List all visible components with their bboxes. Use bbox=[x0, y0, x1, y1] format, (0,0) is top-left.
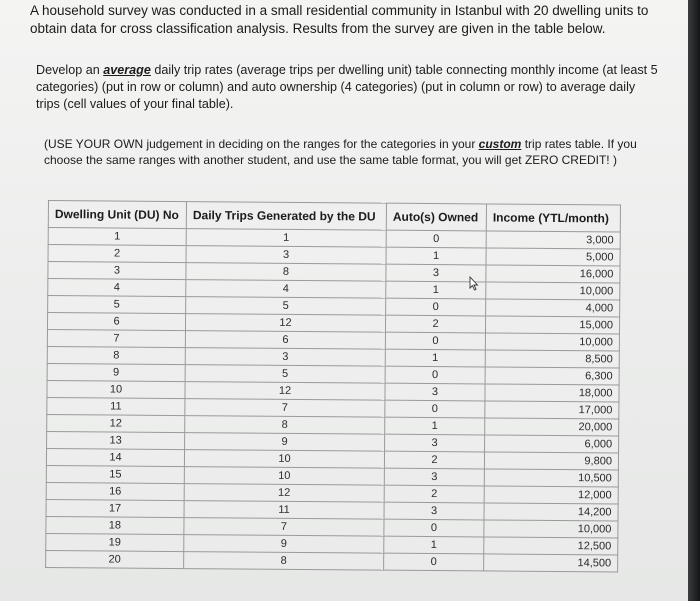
cell-du-no: 10 bbox=[47, 380, 185, 398]
cell-autos-owned: 0 bbox=[386, 298, 486, 316]
cell-income: 10,000 bbox=[485, 333, 619, 351]
table-body bbox=[46, 228, 621, 572]
cell-autos-owned: 2 bbox=[385, 315, 485, 333]
cell-income: 10,500 bbox=[484, 469, 618, 487]
cell-daily-trips: 3 bbox=[186, 246, 386, 265]
cell-du-no: 15 bbox=[46, 465, 184, 483]
cell-daily-trips: 8 bbox=[185, 416, 385, 435]
cell-income: 6,000 bbox=[485, 435, 619, 453]
cell-income: 16,000 bbox=[486, 265, 620, 283]
cell-daily-trips: 12 bbox=[184, 484, 384, 503]
cell-daily-trips: 7 bbox=[184, 518, 384, 537]
cell-autos-owned: 1 bbox=[386, 281, 486, 299]
cell-autos-owned: 0 bbox=[385, 400, 485, 418]
cell-du-no: 20 bbox=[46, 550, 184, 568]
cell-du-no: 7 bbox=[47, 329, 185, 347]
custom-emphasis: custom bbox=[478, 137, 522, 151]
cell-daily-trips: 7 bbox=[185, 399, 385, 418]
intro-line-1: A household survey was conducted in a small residential community in Istanbul with 20 dwelling units to bbox=[30, 3, 649, 18]
cell-autos-owned: 3 bbox=[386, 264, 486, 282]
cell-autos-owned: 0 bbox=[385, 366, 485, 384]
cell-income: 10,000 bbox=[486, 282, 620, 300]
cell-income: 18,000 bbox=[485, 384, 619, 402]
task-text-start: Develop an bbox=[36, 63, 104, 77]
cell-income: 20,000 bbox=[485, 418, 619, 436]
task-paragraph bbox=[36, 62, 661, 113]
cell-autos-owned: 1 bbox=[386, 247, 486, 265]
cell-income: 5,000 bbox=[486, 248, 620, 266]
cell-autos-owned: 3 bbox=[384, 468, 484, 486]
cell-du-no: 14 bbox=[46, 448, 184, 466]
cell-income: 17,000 bbox=[485, 401, 619, 419]
header-du-no: Dwelling Unit (DU) No bbox=[48, 201, 186, 229]
cell-income: 4,000 bbox=[486, 299, 620, 317]
cell-daily-trips: 11 bbox=[184, 501, 384, 520]
cell-du-no: 11 bbox=[47, 397, 185, 415]
mouse-pointer-icon bbox=[466, 276, 480, 292]
cell-income: 12,500 bbox=[484, 537, 618, 555]
cell-income: 9,800 bbox=[484, 452, 618, 470]
cell-du-no: 13 bbox=[47, 431, 185, 449]
background-edge bbox=[688, 0, 700, 601]
cell-du-no: 9 bbox=[47, 363, 185, 381]
intro-paragraph bbox=[30, 2, 660, 38]
cell-du-no: 19 bbox=[46, 533, 184, 551]
cell-daily-trips: 4 bbox=[186, 280, 386, 299]
header-income: Income (YTL/month) bbox=[486, 204, 620, 232]
cell-du-no: 4 bbox=[48, 279, 186, 297]
cell-daily-trips: 12 bbox=[185, 382, 385, 401]
cell-daily-trips: 9 bbox=[184, 535, 384, 554]
cell-du-no: 3 bbox=[48, 262, 186, 280]
cell-income: 8,500 bbox=[485, 350, 619, 368]
cell-income: 12,000 bbox=[484, 486, 618, 504]
table-row bbox=[46, 550, 618, 571]
cell-daily-trips: 5 bbox=[185, 365, 385, 384]
cell-autos-owned: 3 bbox=[385, 383, 485, 401]
cell-daily-trips: 10 bbox=[184, 450, 384, 469]
cell-autos-owned: 0 bbox=[384, 553, 484, 571]
cell-autos-owned: 0 bbox=[385, 332, 485, 350]
cell-income: 14,200 bbox=[484, 503, 618, 521]
cell-autos-owned: 0 bbox=[384, 519, 484, 537]
task-text-rest: daily trip rates (average trips per dwelling unit) table connecting monthly income (at least 5 categories) (put in row or column) and auto ownership (4 categories) (put in column or row) to average daily trips (cell values of your final table). bbox=[36, 63, 658, 111]
cell-autos-owned: 3 bbox=[384, 502, 484, 520]
cell-du-no: 18 bbox=[46, 516, 184, 534]
cell-daily-trips: 10 bbox=[184, 467, 384, 486]
cell-du-no: 8 bbox=[47, 346, 185, 364]
cell-autos-owned: 0 bbox=[386, 230, 486, 248]
cell-daily-trips: 8 bbox=[186, 263, 386, 282]
survey-table bbox=[45, 200, 621, 572]
cell-daily-trips: 12 bbox=[185, 314, 385, 333]
cell-autos-owned: 3 bbox=[385, 434, 485, 452]
cell-daily-trips: 1 bbox=[186, 229, 386, 248]
cell-autos-owned: 2 bbox=[384, 485, 484, 503]
intro-line-2: obtain data for cross classification analysis. Results from the survey are given in the table below. bbox=[30, 21, 606, 36]
cell-du-no: 2 bbox=[48, 245, 186, 263]
header-autos-owned: Auto(s) Owned bbox=[386, 203, 486, 231]
cell-du-no: 17 bbox=[46, 499, 184, 517]
cell-autos-owned: 2 bbox=[384, 451, 484, 469]
cell-autos-owned: 1 bbox=[385, 349, 485, 367]
header-daily-trips: Daily Trips Generated by the DU bbox=[186, 202, 386, 231]
cell-income: 10,000 bbox=[484, 520, 618, 538]
cell-daily-trips: 8 bbox=[184, 552, 384, 571]
cell-daily-trips: 6 bbox=[185, 331, 385, 350]
cell-du-no: 12 bbox=[47, 414, 185, 432]
cell-daily-trips: 5 bbox=[186, 297, 386, 316]
cell-income: 3,000 bbox=[486, 231, 620, 249]
cell-du-no: 6 bbox=[47, 313, 185, 331]
note-text-start: (USE YOUR OWN judgement in deciding on the ranges for the categories in your bbox=[44, 137, 479, 151]
cell-du-no: 5 bbox=[48, 296, 186, 314]
cell-income: 15,000 bbox=[485, 316, 619, 334]
note-paragraph bbox=[44, 136, 644, 168]
average-emphasis: average bbox=[103, 63, 151, 77]
cell-daily-trips: 9 bbox=[185, 433, 385, 452]
cell-daily-trips: 3 bbox=[185, 348, 385, 367]
note-text-rest: trip rates table. If you choose the same ranges with another student, and use the same table format, you will get ZERO CREDIT! ) bbox=[44, 137, 637, 167]
cell-du-no: 16 bbox=[46, 482, 184, 500]
cell-autos-owned: 1 bbox=[384, 536, 484, 554]
cell-income: 6,300 bbox=[485, 367, 619, 385]
cell-income: 14,500 bbox=[484, 554, 618, 572]
cell-autos-owned: 1 bbox=[385, 417, 485, 435]
cell-du-no: 1 bbox=[48, 228, 186, 246]
